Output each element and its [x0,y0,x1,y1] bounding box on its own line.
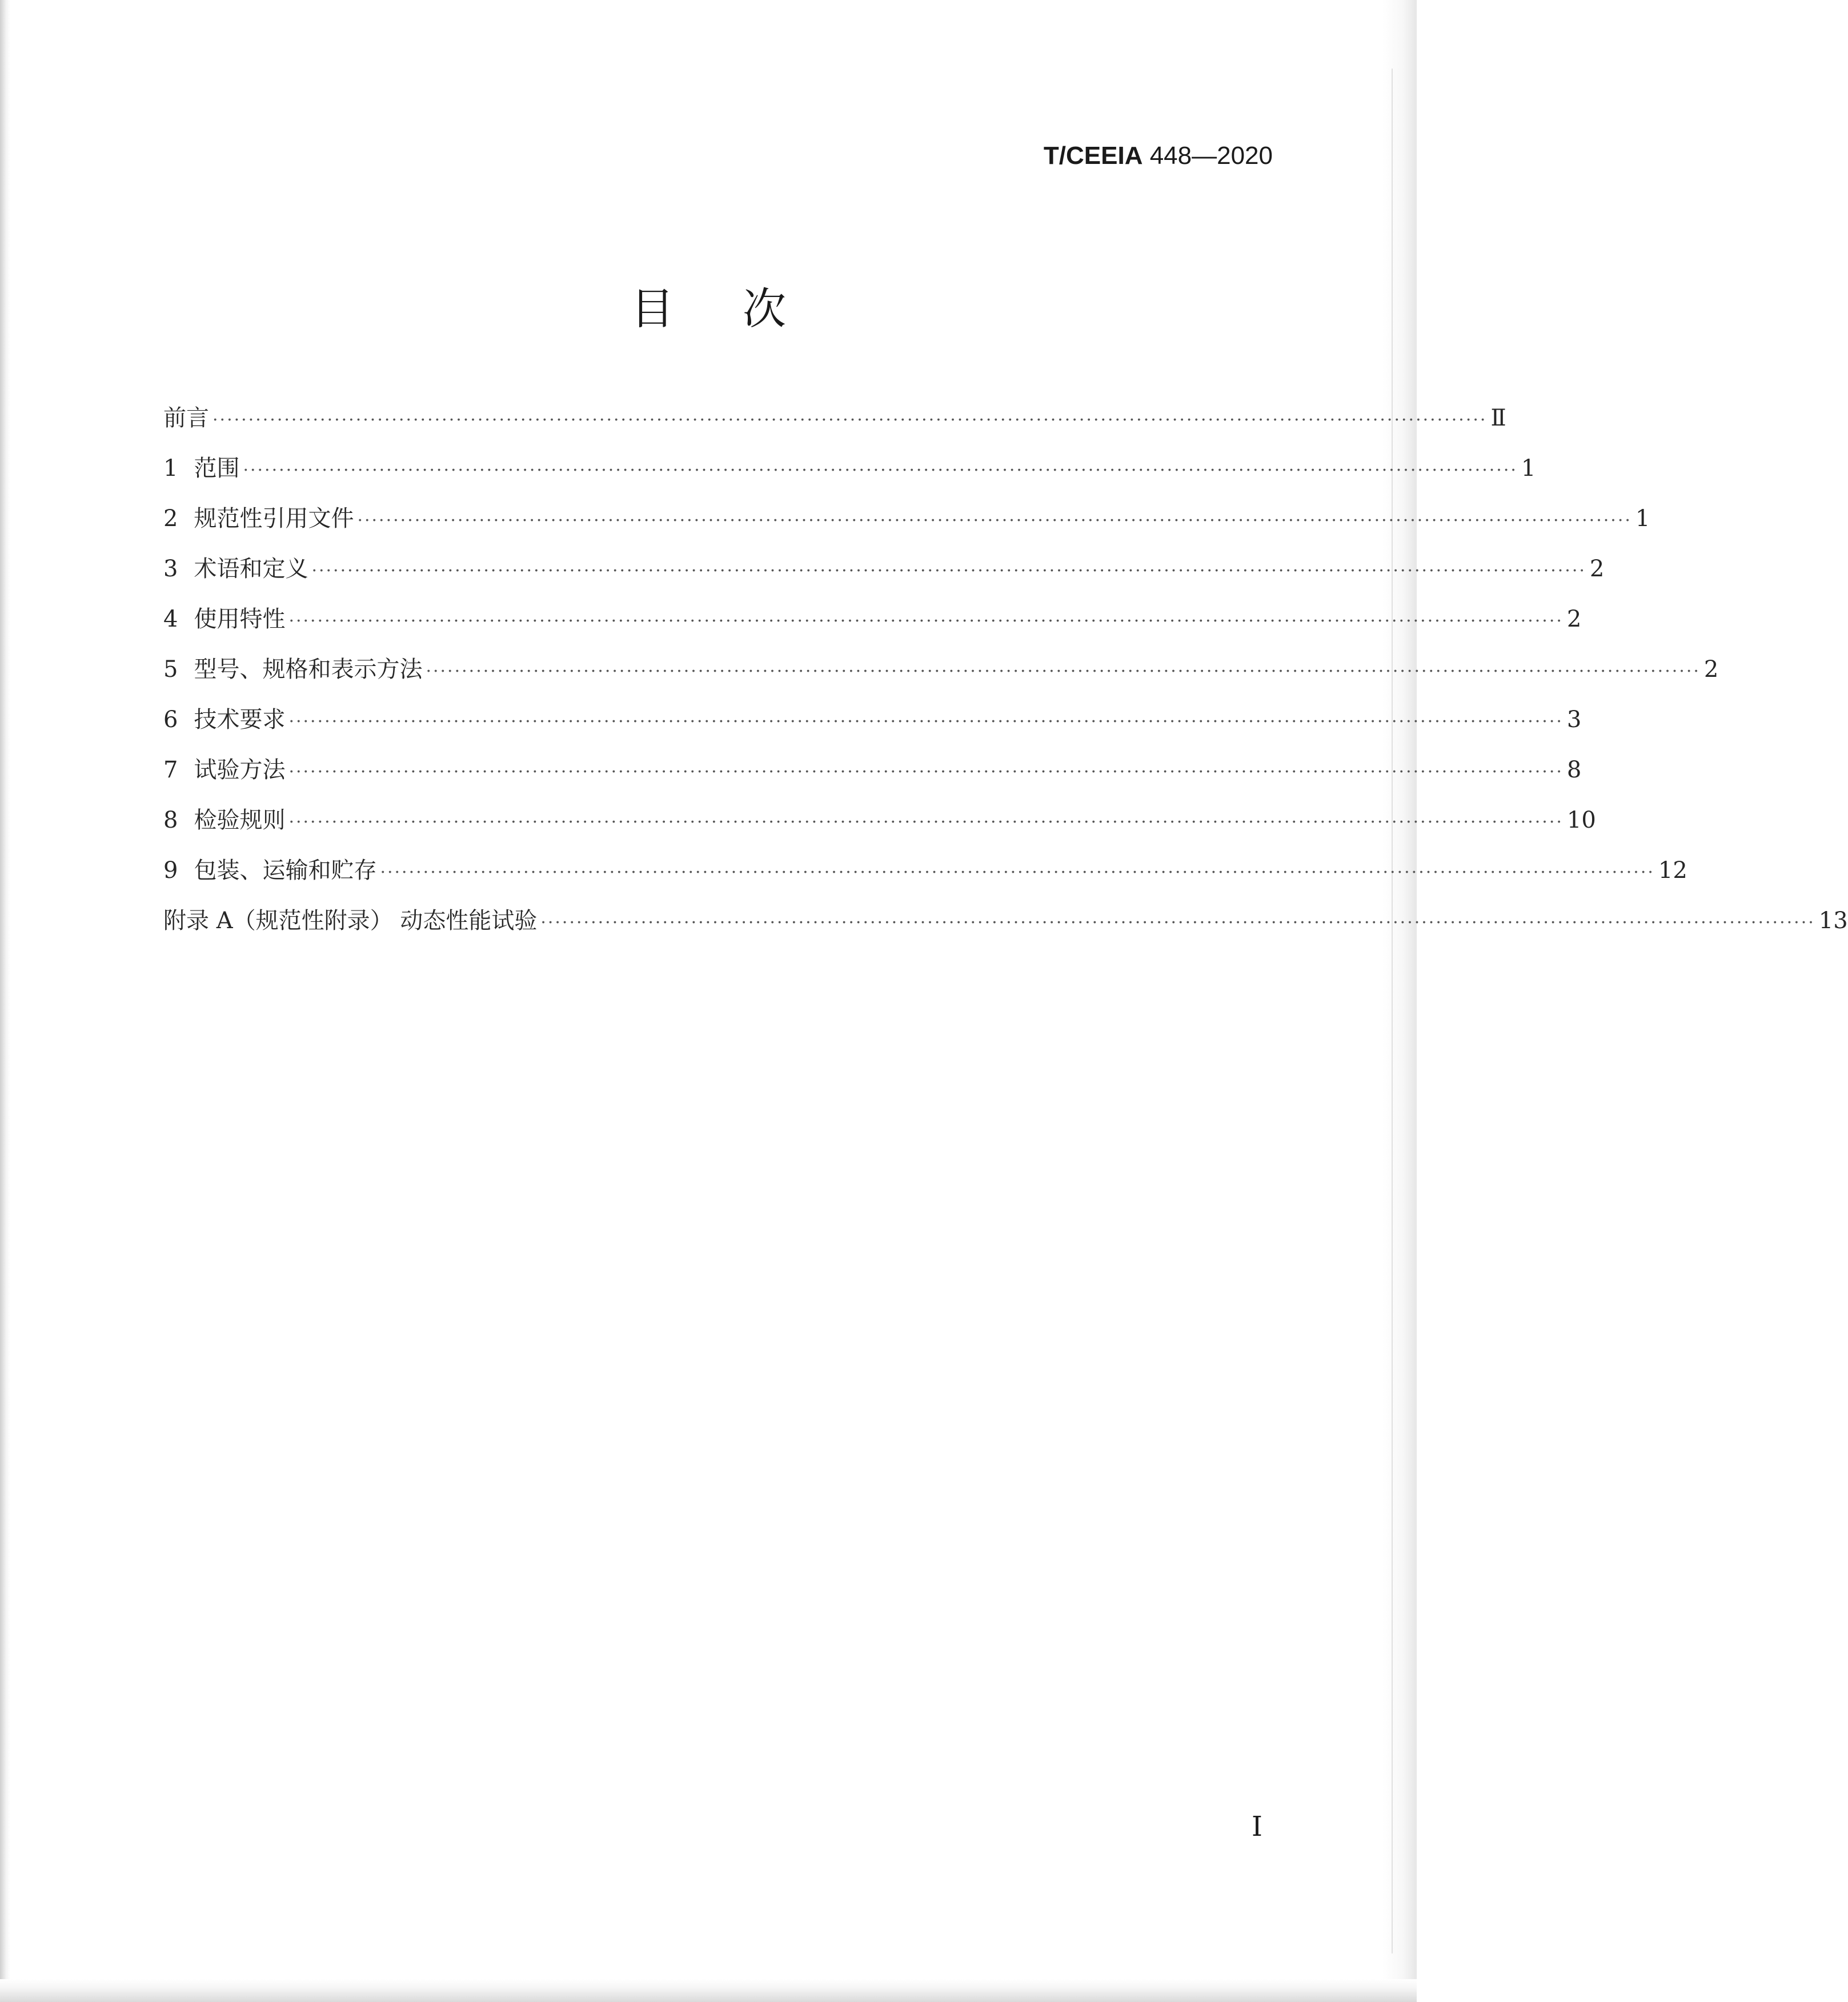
toc-leader-dots: ·················································································································································································· [288,712,1564,732]
toc-section-number: 9 [163,857,178,884]
toc-section-number: 7 [163,757,178,783]
toc-entry-title: 附录 A（规范性附录） 动态性能试验 [163,908,538,934]
toc-label [163,802,285,834]
toc-label [163,601,285,633]
toc-row-usage-characteristics[interactable] [163,601,1582,651]
toc-page-number: 3 [1566,707,1582,733]
toc-section-number: 2 [163,505,178,532]
toc-page-number: 2 [1703,656,1719,683]
toc-page-number: 12 [1658,857,1687,884]
table-of-contents [163,400,1848,953]
toc-row-normative-references[interactable] [163,500,1650,551]
toc-row-packaging-transport-storage[interactable] [163,852,1687,902]
toc-row-technical-requirements[interactable] [163,701,1582,752]
toc-leader-dots: ·················································································································································································· [288,611,1564,631]
toc-entry-title: 术语和定义 [194,556,308,582]
toc-leader-dots: ·················································································································································································· [357,511,1632,531]
toc-section-number: 3 [163,556,178,582]
toc-row-inspection-rules[interactable] [163,802,1596,852]
toc-label [163,450,239,483]
toc-page-number: 1 [1521,455,1536,482]
toc-leader-dots: ·················································································································································································· [243,460,1518,480]
toc-label [163,852,376,885]
toc-entry-title: 规范性引用文件 [194,505,354,532]
toc-section-number: 8 [163,807,178,833]
toc-leader-dots: ·················································································································································································· [426,661,1701,681]
toc-page-number: 1 [1635,505,1650,532]
toc-row-model-specification[interactable] [163,651,1719,701]
toc-row-foreword[interactable] [163,400,1506,450]
toc-entry-title: 型号、规格和表示方法 [194,656,423,683]
toc-label [163,400,209,432]
toc-row-terms-definitions[interactable] [163,551,1605,601]
toc-entry-title: 使用特性 [194,606,286,632]
toc-entry-title: 检验规则 [194,807,286,833]
toc-label [163,701,285,734]
toc-row-test-methods[interactable] [163,752,1582,802]
page-edge-line [1392,69,1393,1953]
toc-entry-title: 包装、运输和贮存 [194,857,377,884]
toc-leader-dots: ·················································································································································································· [540,913,1815,933]
toc-entry-title: 技术要求 [194,707,286,733]
toc-label [163,500,354,533]
toc-page-number: 2 [1566,606,1582,632]
document-prefix: T/CEEIA [1043,142,1143,170]
toc-section-number: 5 [163,656,178,683]
page-edge-bottom [0,1979,1417,2002]
toc-row-scope[interactable] [163,450,1536,500]
toc-page-number: Ⅱ [1490,405,1506,431]
toc-section-number: 6 [163,707,178,733]
toc-section-number: 1 [163,455,178,482]
toc-page-number: 13 [1818,908,1848,934]
toc-leader-dots: ·················································································································································································· [311,561,1586,581]
page-title: 目次 [631,283,855,334]
toc-leader-dots: ·················································································································································································· [380,862,1655,882]
toc-entry-title: 试验方法 [194,757,286,783]
toc-page-number: 10 [1566,807,1596,833]
toc-leader-dots: ·················································································································································································· [288,762,1564,782]
document-number [1044,142,1273,170]
page-number: I [1252,1811,1262,1843]
toc-page-number: 8 [1566,757,1582,783]
toc-row-annex-a[interactable] [163,902,1848,953]
toc-label [163,902,537,935]
toc-label [163,752,285,784]
document-number-value: 448—2020 [1143,142,1273,170]
toc-entry-title: 范围 [194,455,240,482]
toc-label [163,551,308,583]
toc-leader-dots: ·················································································································································································· [213,410,1488,430]
toc-page-number: 2 [1589,556,1605,582]
toc-entry-title: 前言 [163,405,209,431]
toc-label [163,651,422,684]
toc-section-number: 4 [163,606,178,632]
toc-leader-dots: ·················································································································································································· [288,812,1564,832]
